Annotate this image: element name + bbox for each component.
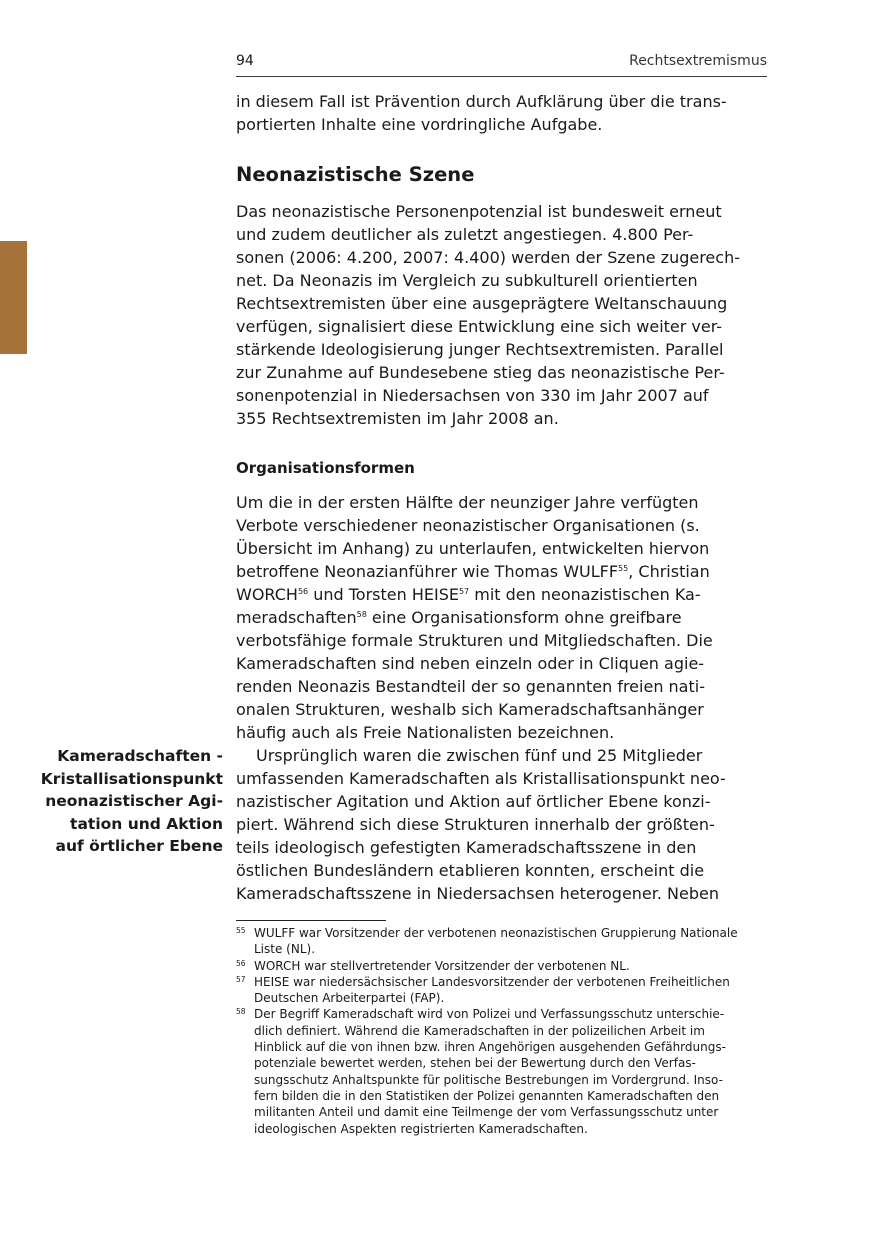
text-line: onalen Strukturen, weshalb sich Kameradschaftsanhänger xyxy=(236,700,704,719)
text-line xyxy=(236,744,776,767)
footnote-number: 56 xyxy=(236,958,246,968)
text-line: 355 Rechtsextremisten im Jahr 2008 an. xyxy=(236,409,559,428)
footnote-ref-55[interactable]: 55 xyxy=(618,564,629,573)
footnote-line: WULFF war Vorsitzender der verbotenen neonazistischen Gruppierung Nationale xyxy=(254,926,738,940)
footnote-separator xyxy=(236,920,386,921)
text-line: Kameradschaftsszene in Niedersachsen heterogener. Neben xyxy=(236,884,719,903)
footnote-line: ideologischen Aspekten registrierten Kameradschaften. xyxy=(254,1121,588,1136)
margin-note-line: tation und Aktion xyxy=(70,814,223,833)
subsection-paragraph-1 xyxy=(236,491,776,744)
footnote-line: fern bilden die in den Statistiken der Polizei genannten Kameradschaften den xyxy=(254,1088,720,1103)
text-line: Rechtsextremisten über eine ausgeprägtere Weltanschauung xyxy=(236,294,728,313)
footnote-56 xyxy=(236,958,771,974)
text-line: östlichen Bundesländern etablieren konnten, erscheint die xyxy=(236,861,705,880)
text-line: zur Zunahme auf Bundesebene stieg das neonazistische Per- xyxy=(236,363,725,382)
text-line: portierten Inhalte eine vordringliche Aufgabe. xyxy=(236,115,603,134)
margin-note-line: Kristallisationspunkt xyxy=(40,769,223,788)
text-fragment: , Christian xyxy=(628,562,710,581)
text-fragment: und Torsten HEISE xyxy=(308,585,459,604)
footnote-line: WORCH war stellvertretender Vorsitzender der verbotenen NL. xyxy=(254,958,630,973)
section-paragraph xyxy=(236,200,776,430)
text-line: Um die in der ersten Hälfte der neunziger Jahre verfügten xyxy=(236,493,699,512)
margin-note-line: auf örtlicher Ebene xyxy=(55,837,223,855)
footnote-line: sungsschutz Anhaltspunkte für politische Bestrebungen im Vordergrund. Inso- xyxy=(254,1072,723,1087)
footnote-ref-58[interactable]: 58 xyxy=(356,610,367,619)
text-fragment: betroffene Neonazianführer wie Thomas WULFF xyxy=(236,562,619,581)
text-line xyxy=(236,583,776,606)
section-title: Neonazistische Szene xyxy=(236,163,475,186)
text-line: sonenpotenzial in Niedersachsen von 330 im Jahr 2007 auf xyxy=(236,386,709,405)
text-fragment: mit den neonazistischen Ka- xyxy=(469,585,701,604)
subsection-paragraph-2 xyxy=(236,744,776,905)
margin-note-line: neonazistischer Agi- xyxy=(45,792,223,810)
text-line xyxy=(236,560,776,583)
text-line: und zudem deutlicher als zuletzt angestiegen. 4.800 Per- xyxy=(236,225,694,244)
text-line: in diesem Fall ist Prävention durch Aufklärung über die trans- xyxy=(236,92,727,111)
text-line: verbotsfähige formale Strukturen und Mitgliedschaften. Die xyxy=(236,631,713,650)
footnote-number: 58 xyxy=(236,1007,246,1017)
text-line: nazistischer Agitation und Aktion auf örtlicher Ebene konzi- xyxy=(236,792,711,811)
footnote-55 xyxy=(236,925,771,958)
text-fragment: meradschaften xyxy=(236,608,357,627)
chapter-side-tab xyxy=(0,241,27,354)
text-line: teils ideologisch gefestigten Kameradschaftsszene in den xyxy=(236,838,697,857)
text-line: stärkende Ideologisierung junger Rechtsextremisten. Parallel xyxy=(236,340,724,359)
text-line: net. Da Neonazis im Vergleich zu subkulturell orientierten xyxy=(236,271,698,290)
footnote-line: Der Begriff Kameradschaft wird von Polizei und Verfassungsschutz unterschie- xyxy=(254,1007,725,1022)
footnote-line: militanten Anteil und damit eine Teilmenge der vom Verfassungsschutz unter xyxy=(254,1105,719,1120)
text-fragment: Ursprünglich waren die zwischen fünf und 25 Mitglieder xyxy=(256,746,703,765)
text-line: Verbote verschiedener neonazistischer Organisationen (s. xyxy=(236,516,700,535)
text-line: sonen (2006: 4.200, 2007: 4.400) werden der Szene zugerech- xyxy=(236,248,740,267)
footnote-line: HEISE war niedersächsischer Landesvorsitzender der verbotenen Freiheitlichen xyxy=(254,974,730,989)
text-line: verfügen, signalisiert diese Entwicklung eine sich weiter ver- xyxy=(236,317,723,336)
subsection-heading: Organisationsformen xyxy=(236,459,415,477)
footnote-line: Deutschen Arbeiterpartei (FAP). xyxy=(254,991,445,1006)
footnote-line: Hinblick auf die von ihnen bzw. ihren Angehörigen ausgehenden Gefährdungs- xyxy=(254,1040,726,1055)
text-line: Übersicht im Anhang) zu unterlaufen, entwickelten hiervon xyxy=(236,539,710,558)
intro-paragraph xyxy=(236,90,776,136)
margin-note-line: Kameradschaften - xyxy=(57,747,223,765)
footnote-58 xyxy=(236,1006,771,1136)
running-head: Rechtsextremismus xyxy=(629,53,767,69)
text-fragment: WORCH xyxy=(236,585,298,604)
text-fragment: eine Organisationsform ohne greifbare xyxy=(366,608,682,627)
footnotes xyxy=(236,925,771,1137)
footnote-line: dlich definiert. Während die Kameradschaften in der polizeilichen Arbeit im xyxy=(254,1023,705,1038)
text-line: piert. Während sich diese Strukturen innerhalb der größten- xyxy=(236,815,715,834)
text-line: renden Neonazis Bestandteil der so genannten freien nati- xyxy=(236,677,705,696)
footnote-line: potenziale bewertet werden, stehen bei der Bewertung durch den Verfas- xyxy=(254,1056,696,1071)
text-line: Kameradschaften sind neben einzeln oder in Cliquen agie- xyxy=(236,654,705,673)
text-line: Das neonazistische Personenpotenzial ist bundesweit erneut xyxy=(236,202,722,221)
text-line: umfassenden Kameradschaften als Kristallisationspunkt neo- xyxy=(236,769,726,788)
footnote-number: 55 xyxy=(236,926,246,935)
footnote-number: 57 xyxy=(236,974,246,984)
text-line xyxy=(236,606,776,629)
page-header xyxy=(236,52,767,77)
footnote-57 xyxy=(236,974,771,1007)
text-line: häufig auch als Freie Nationalisten bezeichnen. xyxy=(236,723,615,742)
footnote-line: Liste (NL). xyxy=(254,942,316,957)
footnote-ref-56[interactable]: 56 xyxy=(297,587,309,596)
margin-note xyxy=(23,745,223,858)
footnote-ref-57[interactable]: 57 xyxy=(458,587,470,596)
page-number: 94 xyxy=(236,53,254,69)
